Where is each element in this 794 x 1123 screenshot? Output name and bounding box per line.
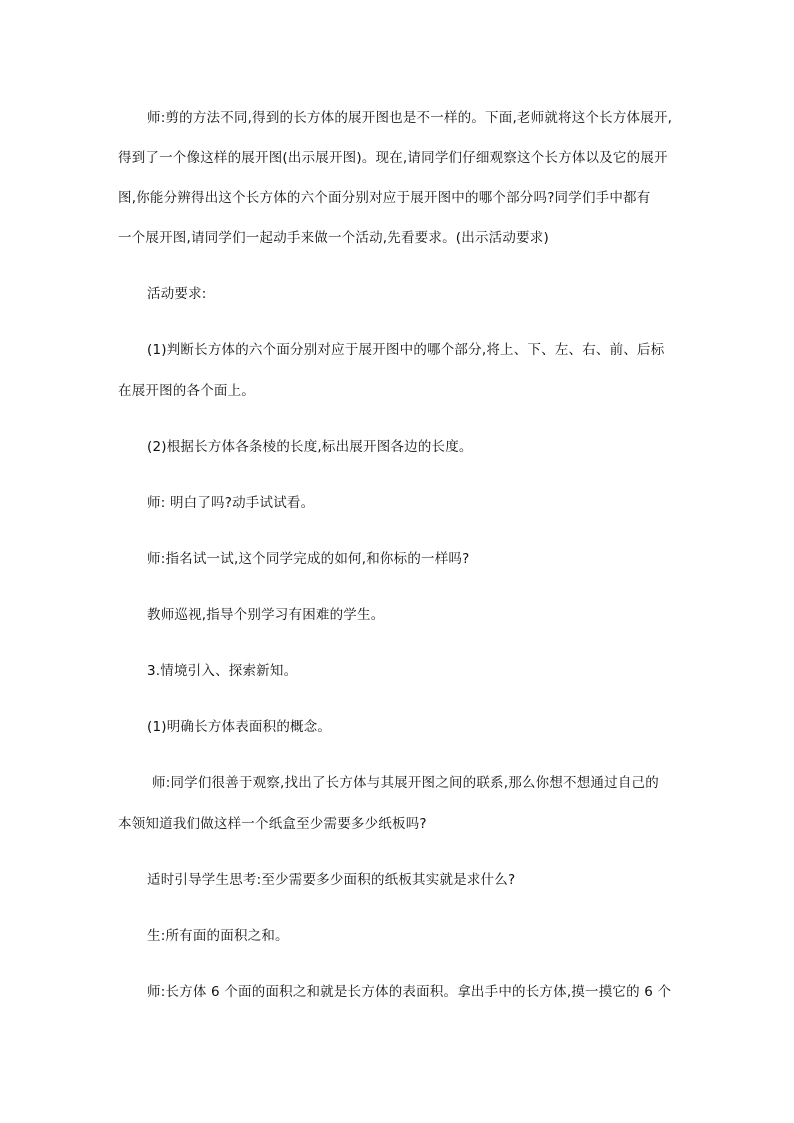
paragraph-line: 师:同学们很善于观察,找出了长方体与其展开图之间的联系,那么你想不想通过自己的 (152, 775, 659, 791)
section-heading: 3.情境引入、探索新知。 (147, 663, 298, 679)
paragraph-line: 在展开图的各个面上。 (118, 383, 255, 399)
paragraph-line: (2)根据长方体各条棱的长度,标出展开图各边的长度。 (147, 439, 473, 455)
paragraph-line: 适时引导学生思考:至少需要多少面积的纸板其实就是求什么? (147, 872, 516, 888)
paragraph-line: 一个展开图,请同学们一起动手来做一个活动,先看要求。(出示活动要求) (118, 230, 549, 246)
paragraph-line: 师: 明白了吗?动手试试看。 (147, 495, 315, 511)
activity-heading: 活动要求: (147, 286, 207, 302)
paragraph-line: 师:指名试一试,这个同学完成的如何,和你标的一样吗? (147, 551, 470, 567)
paragraph-line: 师:长方体 6 个面的面积之和就是长方体的表面积。拿出手中的长方体,摸一摸它的 6 个 (147, 984, 672, 1000)
paragraph-line: 得到了一个像这样的展开图(出示展开图)。现在,请同学们仔细观察这个长方体以及它的展开 (118, 150, 668, 166)
paragraph-line: 本领知道我们做这样一个纸盒至少需要多少纸板吗? (118, 816, 427, 832)
paragraph-line: 图,你能分辨得出这个长方体的六个面分别对应于展开图中的哪个部分吗?同学们手中都有 (118, 190, 651, 206)
subsection-heading: (1)明确长方体表面积的概念。 (147, 719, 332, 735)
paragraph-line: 教师巡视,指导个别学习有困难的学生。 (147, 607, 385, 623)
paragraph-line: 生:所有面的面积之和。 (147, 928, 289, 944)
paragraph-line: (1)判断长方体的六个面分别对应于展开图中的哪个部分,将上、下、左、右、前、后标 (147, 342, 665, 358)
paragraph-line: 师:剪的方法不同,得到的长方体的展开图也是不一样的。下面,老师就将这个长方体展开, (147, 110, 673, 126)
